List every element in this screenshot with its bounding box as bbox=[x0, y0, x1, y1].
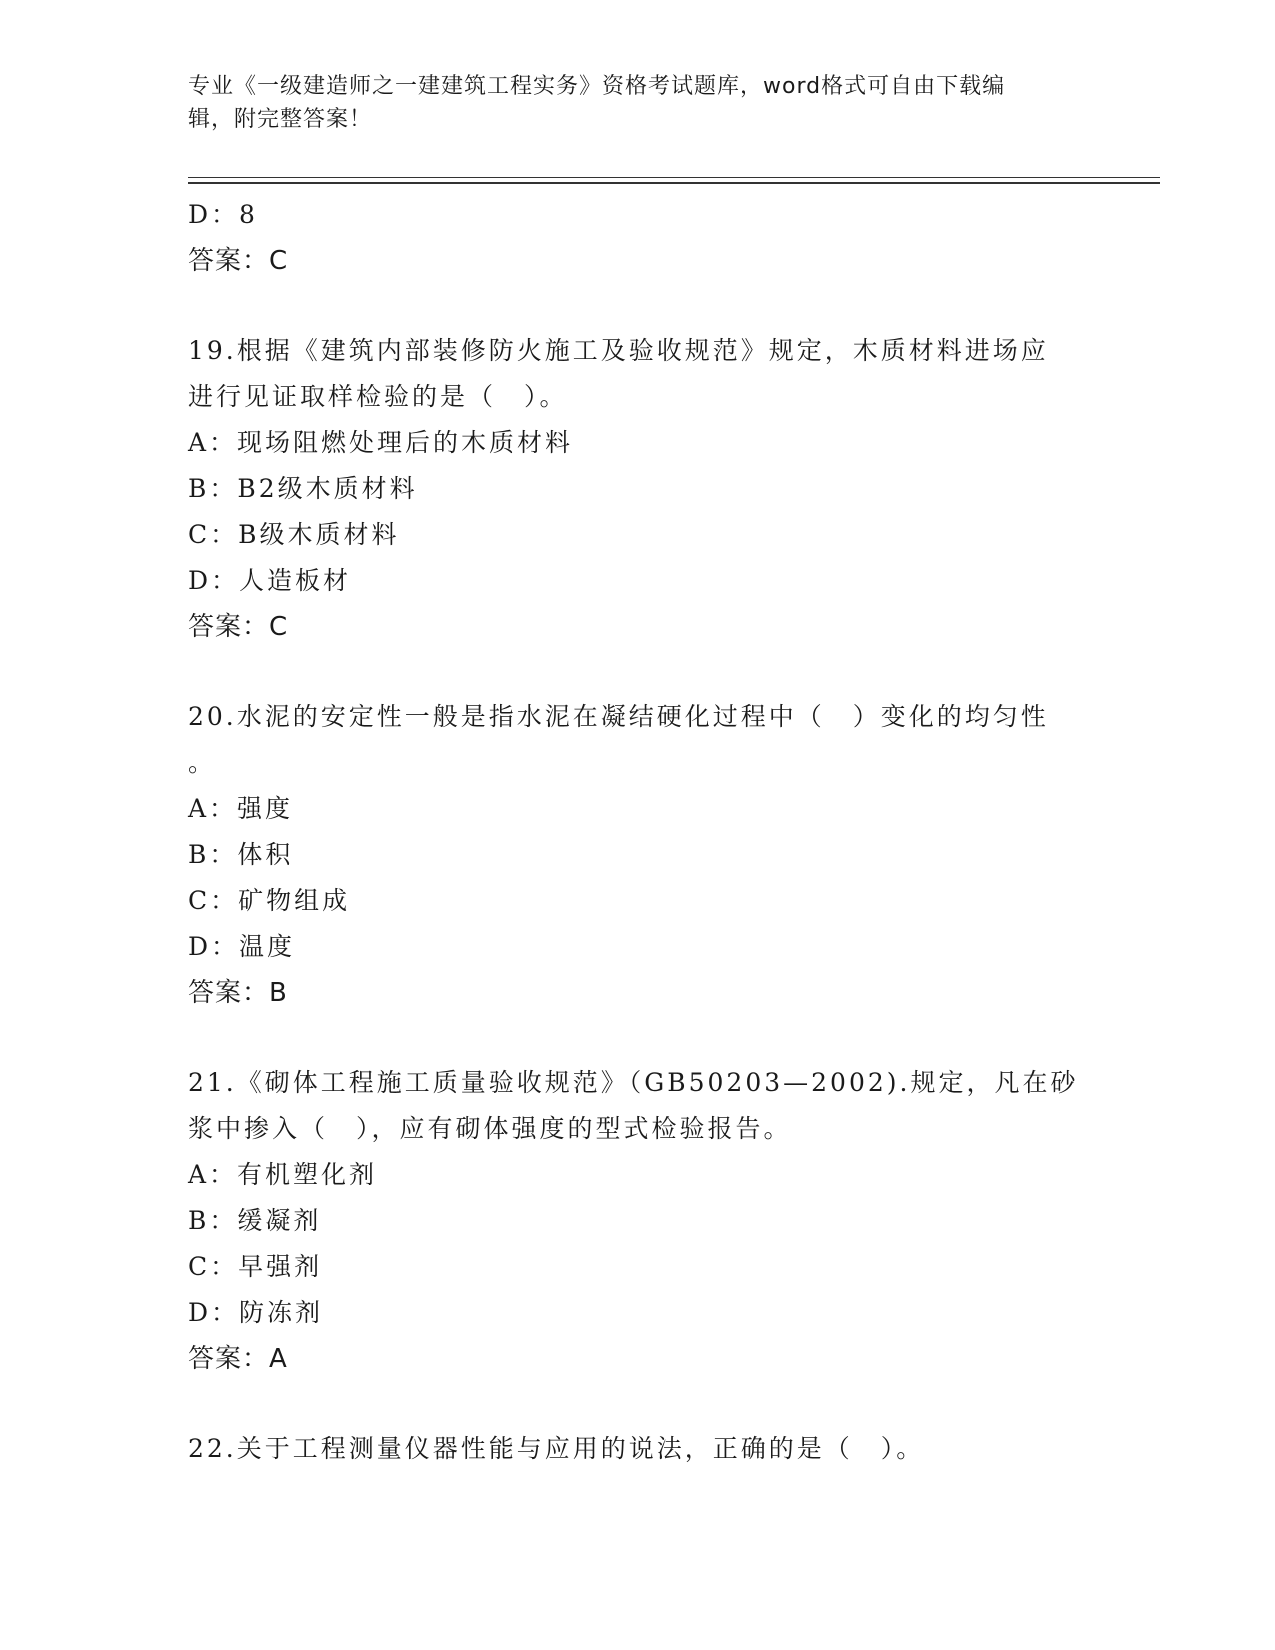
question-list bbox=[188, 192, 1088, 1472]
prev-answer: 答案：C bbox=[188, 246, 289, 276]
option-b: B：缓凝剂 bbox=[188, 1206, 322, 1235]
option-b: B：B2级木质材料 bbox=[188, 474, 418, 503]
prev-option-d: D：8 bbox=[188, 200, 258, 229]
document-header bbox=[188, 70, 1068, 136]
option-b: B：体积 bbox=[188, 840, 294, 869]
question-20 bbox=[188, 694, 1088, 1016]
option-c: C：B级木质材料 bbox=[188, 520, 400, 549]
question-22 bbox=[188, 1426, 1088, 1472]
option-d: D：人造板材 bbox=[188, 566, 352, 595]
option-c: C：早强剂 bbox=[188, 1252, 323, 1281]
answer: 答案：C bbox=[188, 612, 289, 642]
header-line-1: 专业《一级建造师之一建建筑工程实务》资格考试题库，word格式可自由下载编 bbox=[188, 74, 1006, 99]
question-19 bbox=[188, 328, 1088, 650]
question-stem-line: 进行见证取样检验的是（ ）。 bbox=[188, 382, 568, 411]
option-a: A：现场阻燃处理后的木质材料 bbox=[188, 428, 574, 457]
answer: 答案：A bbox=[188, 1344, 288, 1374]
header-line-2: 辑，附完整答案！ bbox=[188, 107, 373, 132]
question-stem-line: 浆中掺入（ ），应有砌体强度的型式检验报告。 bbox=[188, 1114, 792, 1143]
option-c: C：矿物组成 bbox=[188, 886, 351, 915]
question-stem-line: 。 bbox=[188, 748, 217, 777]
answer: 答案：B bbox=[188, 978, 288, 1008]
spacer bbox=[188, 284, 1088, 328]
question-stem-line: 20.水泥的安定性一般是指水泥在凝结硬化过程中（ ）变化的均匀性 bbox=[188, 702, 1049, 731]
option-d: D：温度 bbox=[188, 932, 296, 961]
spacer bbox=[188, 650, 1088, 694]
question-stem-line: 22.关于工程测量仪器性能与应用的说法，正确的是（ ）。 bbox=[188, 1434, 925, 1463]
header-divider-thick bbox=[188, 182, 1160, 184]
spacer bbox=[188, 1382, 1088, 1426]
option-a: A：有机塑化剂 bbox=[188, 1160, 378, 1189]
spacer bbox=[188, 1016, 1088, 1060]
option-a: A：强度 bbox=[188, 794, 294, 823]
question-stem-line: 19.根据《建筑内部装修防火施工及验收规范》规定，木质材料进场应 bbox=[188, 336, 1049, 365]
header-divider-thin bbox=[188, 177, 1160, 178]
question-21 bbox=[188, 1060, 1088, 1382]
option-d: D：防冻剂 bbox=[188, 1298, 324, 1327]
question-stem-line: 21.《砌体工程施工质量验收规范》（GB50203—2002).规定，凡在砂 bbox=[188, 1068, 1079, 1097]
